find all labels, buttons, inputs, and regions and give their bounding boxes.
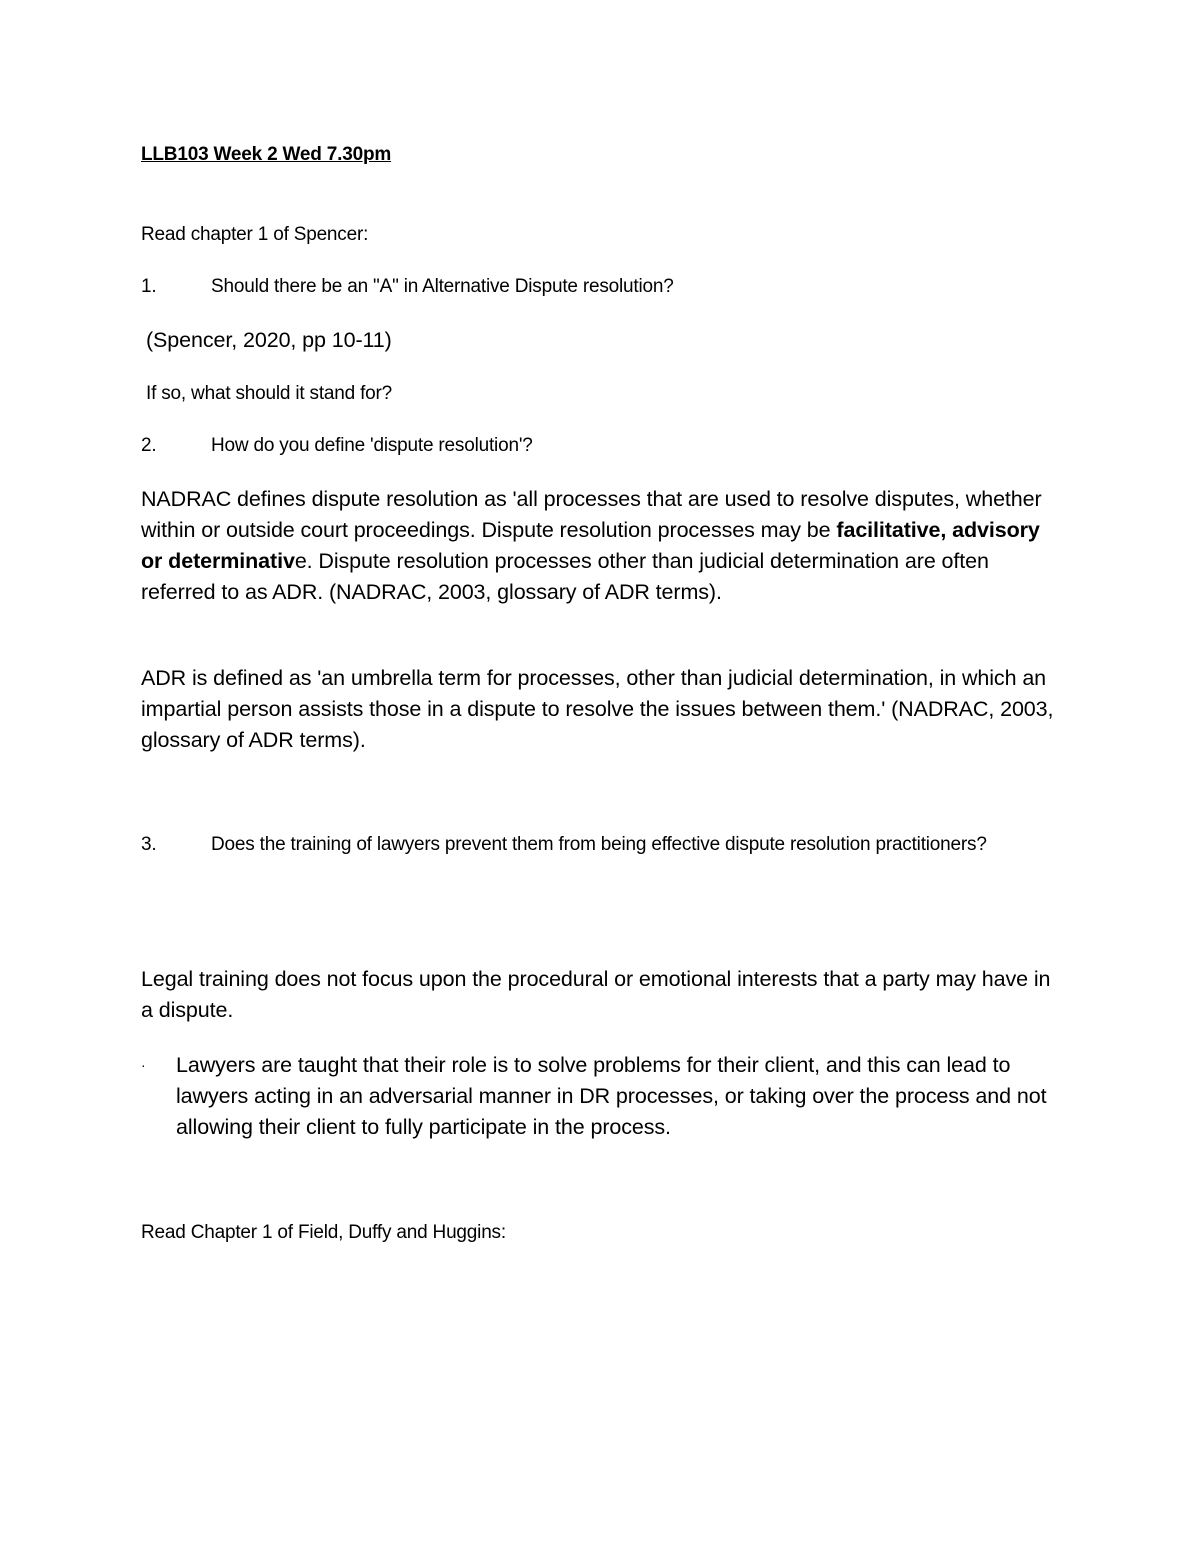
nadrac-definition-text-start: NADRAC defines dispute resolution as 'all processes that are used to resolve disputes, whether within or outside court proceedings. Dispute resolution processes may be: [141, 487, 1042, 542]
legal-training-paragraph: Legal training does not focus upon the procedural or emotional interests that a party may have in a dispute.: [141, 967, 1051, 1022]
question-3: [141, 831, 1061, 859]
question-2-number: 2.: [141, 435, 157, 456]
nadrac-definition-paragraph: [141, 484, 1061, 608]
document-title: LLB103 Week 2 Wed 7.30pm: [141, 144, 392, 165]
adr-definition-paragraph: ADR is defined as 'an umbrella term for processes, other than judicial determination, in which an impartial person assists those in a dispute to resolve the issues between them.' (NADRAC, 2003, glossary of ADR terms).: [141, 666, 1054, 752]
question-1: [141, 273, 1061, 301]
closing-line: Read Chapter 1 of Field, Duffy and Huggins:: [141, 1222, 506, 1243]
intro-line: Read chapter 1 of Spencer:: [141, 224, 369, 245]
nadrac-definition-bold: facilitative, advisory or determinativ: [141, 518, 1040, 573]
question-1-follow-up: If so, what should it stand for?: [146, 383, 393, 404]
question-3-text: Does the training of lawyers prevent them from being effective dispute resolution practitioners?: [211, 834, 987, 855]
question-1-text: Should there be an "A" in Alternative Dispute resolution?: [211, 276, 674, 297]
bullet-text: Lawyers are taught that their role is to solve problems for their client, and this can lead to lawyers acting in an adversarial manner in DR processes, or taking over the process and not allowing their client to fully participate in the process.: [176, 1053, 1047, 1139]
question-3-number: 3.: [141, 834, 157, 855]
bullet-dot-icon: ·: [141, 1057, 146, 1073]
question-1-reference: (Spencer, 2020, pp 10-11): [146, 328, 392, 352]
nadrac-definition-text-end: e. Dispute resolution processes other than judicial determination are often referred to as ADR. (NADRAC, 2003, glossary of ADR terms).: [141, 549, 989, 604]
bullet-list-item: [141, 1050, 1071, 1143]
question-2: [141, 432, 1061, 460]
question-1-number: 1.: [141, 276, 157, 297]
question-2-text: How do you define 'dispute resolution'?: [211, 435, 533, 456]
